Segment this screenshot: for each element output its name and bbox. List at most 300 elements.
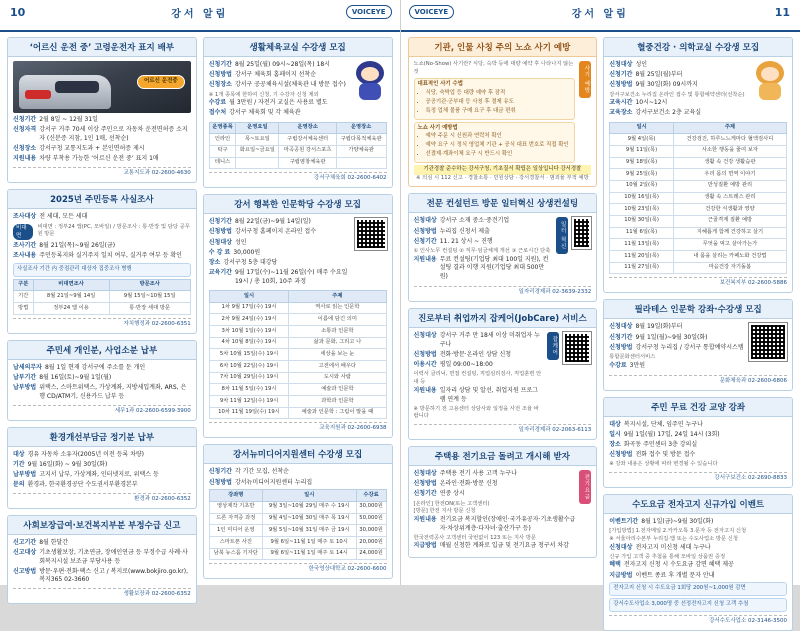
row-label: 납부기간 <box>13 374 36 383</box>
cell: 목~토요일 <box>236 134 279 146</box>
cell: 기간 <box>14 291 34 303</box>
table-row <box>14 303 191 315</box>
cell: 9월 4일(목) <box>610 134 674 146</box>
table-row <box>610 251 787 263</box>
section-contact: 교통지도과 02-2600-4630 <box>13 167 191 178</box>
col-header: 강좌명 <box>209 490 262 502</box>
table-row <box>209 396 386 408</box>
section-workplace-consulting <box>408 193 598 302</box>
table-row <box>610 180 787 192</box>
row-value: 방문·우편·전화·팩스 신고 / 복지로(www.bokjiro.go.kr), 복지365 02-3660 <box>39 568 191 585</box>
row-label: 신청방법 <box>609 451 632 460</box>
cell: 11월 20일(목) <box>610 251 674 263</box>
table-row <box>209 513 386 525</box>
section-environment-fee <box>7 427 197 509</box>
row-label: 지원내용 <box>414 516 437 533</box>
section-title: 주택용 전기요금 돌려고 개시해 받자 <box>409 447 597 466</box>
cell: 9월 6일~11월 1일 매주 토 10시 <box>262 537 356 549</box>
cell: 1차 9월 17일(수) 19시 <box>209 302 289 314</box>
row-value: 성인 <box>635 61 749 70</box>
cell: 통·반장 세대 방문 <box>109 303 190 315</box>
row-value: 10시~12시 <box>635 99 749 108</box>
cell: 예술과 인문학 <box>289 384 386 396</box>
mascot-character-icon <box>753 61 787 101</box>
section-title: 생활체육교실 수강생 모집 <box>204 38 392 57</box>
list-item: • 공공기관·군부대 등 사칭 후 결제 유도 <box>426 99 572 107</box>
section-free-health-lecture <box>603 397 793 488</box>
cell: 예술과 인문학 : 그림이 말을 때 <box>289 407 386 419</box>
note-text: ① 인사노무 컨설팅 ② 직무·임금체계 개선 ③ 근로시간 단축 <box>414 248 552 256</box>
cell: 근골격계 질환 예방 <box>673 215 786 227</box>
qr-code-icon[interactable] <box>563 332 591 364</box>
row-value: 일자리 상담 및 알선, 취업지원 프로그램 연계 등 <box>440 387 544 404</box>
section-newmedia-center <box>203 444 393 579</box>
section-side-tag: 잡케어 <box>547 332 559 360</box>
table-row <box>610 227 787 239</box>
section-contact: 강서구보건소 02-2690-8833 <box>609 472 787 483</box>
row-value: 강서구 소재 중소·중견기업 <box>440 217 552 226</box>
table-row <box>610 215 787 227</box>
fraud-prevention-block <box>414 122 576 163</box>
cell: 인라인 <box>209 134 236 146</box>
section-contact: 강서수도사업소 02-3146-3500 <box>609 615 787 626</box>
row-value: 무료 컨설팅(기업당 최대 100일 지원), 컨설팅 결과 이행 지원(기업당 최대 500만원) <box>440 256 552 282</box>
block-heading: 노쇼 사기 예방법 <box>418 125 458 131</box>
row-value: 9월 16일(화) ~ 9월 30일(화) <box>28 461 191 470</box>
col-header: 비대면조사 <box>33 279 109 291</box>
section-title: 필라테스 인문학 강좌·수강생 모집 <box>604 300 792 319</box>
cell: 세상을 보는 눈 <box>289 349 386 361</box>
cell: 무엇을 먹고 살아가는가 <box>673 239 786 251</box>
row-label: 신청기간 <box>609 71 632 80</box>
row-label: 납부방법 <box>13 384 36 401</box>
row-value: 8월 1일(금)~9월 30일(화) <box>641 518 787 527</box>
table-row <box>610 145 787 157</box>
table-row <box>610 192 787 204</box>
cell: 30,000원 <box>356 525 386 537</box>
row-label: 신고방법 <box>13 568 36 585</box>
cell: 건강한 식생활과 영양 <box>673 204 786 216</box>
row-value: 강서구 체육회 홈페이지 선착순 <box>235 71 349 80</box>
row-label: 신청방법 <box>209 479 232 488</box>
row-label: 신청대상 <box>414 470 437 479</box>
section-title: 강서 행복한 인문학당 수강생 모집 <box>204 195 392 214</box>
section-contact: 한국영상대학교 02-2600-6600 <box>209 563 387 574</box>
row-value: 강서구청 교통지도과 + 본인면허증 제시 <box>39 145 191 154</box>
table-row <box>209 145 386 157</box>
table-row <box>209 326 386 338</box>
survey-table <box>13 279 191 315</box>
row-value: 강서구청 5층 대강당 <box>223 259 350 268</box>
row-value: 차량 부착용 가능한 ‘어르신 운전 중’ 표지 1매 <box>39 155 191 164</box>
list-item: • 예약 주문 시 신원과 연락처 확인 <box>426 133 572 141</box>
table-row <box>209 548 386 560</box>
row-value: 전기요금 복지할인(장애인·국가유공자·기초생활수급자·차상위계층·다자녀·출산가구 등) <box>440 516 576 533</box>
row-value: 누리집 신청서 제출 <box>440 228 552 237</box>
cell: 고전에서 배우다 <box>289 361 386 373</box>
row-label: 신청대상 <box>414 332 437 349</box>
row-value: 3만원 <box>630 362 745 371</box>
col-header: 주제 <box>289 291 386 303</box>
note-text: ※ 방문하기 전 고용센터 상담사와 일정을 사전 조율 바랍니다 <box>414 406 544 421</box>
row-label: 신청대상 <box>414 217 437 226</box>
section-contact: 일자리경제과 02-3639-2332 <box>414 286 592 297</box>
row-label: 조사기간 <box>13 242 36 251</box>
row-value: 전화·방문·온라인 상담 신청 <box>440 351 544 360</box>
cell: 11월 27일(목) <box>610 262 674 274</box>
row-label: 수강료 <box>609 362 626 371</box>
row-value: 강서구 거주 만 18세 이상 미취업자 누구나 <box>440 332 544 349</box>
cell: 9월 11일(목) <box>610 145 674 157</box>
row-value: 강서구청 누리집 / 강서구 통합예약시스템 <box>635 344 745 353</box>
cell: 6차 10월 22일(수) 19시 <box>209 361 289 373</box>
row-value: 2월 8일 ~ 12월 31일 <box>39 116 191 125</box>
cell: 1인 미디어 운영 <box>209 525 262 537</box>
row-label: 교육기간 <box>209 269 232 286</box>
humanities-schedule-table <box>209 290 387 419</box>
qr-code-icon[interactable] <box>355 218 387 250</box>
qr-code-icon[interactable] <box>572 217 592 249</box>
table-row <box>610 204 787 216</box>
row-value: 강서뉴미디어지원센터 누리집 <box>235 479 387 488</box>
row-value: 전화 접수 및 방문 접수 <box>635 451 787 460</box>
row-label: 납부방법 <box>13 471 36 480</box>
voiceye-code-left: VOICEYE <box>346 5 392 19</box>
cell: 과학과 인문학 <box>289 396 386 408</box>
cell: 지혜롭게 함께 건강하고 살기 <box>673 227 786 239</box>
cell: 구립다목적체육관 <box>336 134 386 146</box>
note-text: [온라인] 한전ON(또는 고객센터) <box>414 501 576 509</box>
section-title: 진로부터 취업까지 잡케어(JobCare) 서비스 <box>409 309 597 328</box>
row-label: 신청대상 <box>609 544 632 553</box>
row-label: 납세의무자 <box>13 364 42 373</box>
left-column-1 <box>7 37 197 580</box>
row-value: 9월 17일(수)~11월 26일(수) 매주 수요일 19시 / 총 10회, 10주 과정 <box>235 269 351 286</box>
section-elderly-driver <box>7 37 197 183</box>
row-value: 주민등록지와 실거주지 일치 여부, 실거주 여부 등 확인 <box>39 252 191 261</box>
row-label: 신청방법 <box>414 480 437 489</box>
row-value: 주택용 전기 사용 고객 누구나 <box>440 470 576 479</box>
row-label: 신청기간 <box>414 238 437 247</box>
col-header: 주제 <box>673 122 786 134</box>
cell: 9월 15일~10월 15일 <box>109 291 190 303</box>
row-value: 8월 21일(목)~9월 26일(금) <box>39 242 191 251</box>
section-sports-class <box>203 37 393 188</box>
section-welfare-report <box>7 515 197 604</box>
row-label: 교육장소 <box>609 109 632 118</box>
cell: 마음건강 자기돌봄 <box>673 262 786 274</box>
cell: 구립강서체육센터 <box>279 134 336 146</box>
cell: 생활 속 건강 생활습관 <box>673 157 786 169</box>
table-row <box>209 157 386 169</box>
row-label: 신청기간 <box>13 116 36 125</box>
cell: 2차 9월 24일(수) 19시 <box>209 314 289 326</box>
row-label: 신청장소 <box>13 145 36 154</box>
row-label: 장소 <box>209 259 221 268</box>
section-resident-tax <box>7 340 197 421</box>
table-row <box>209 337 386 349</box>
row-value: 화곡동 주민센터 3층 강의실 <box>624 441 787 450</box>
section-electricity-discount <box>408 446 598 558</box>
voiceye-code-right: VOICEYE <box>409 5 455 19</box>
left-header-title: 강서 알림 <box>0 5 400 20</box>
note-text: 신규 가입 고객 중 추첨을 통해 모바일 상품권 증정 <box>609 554 787 562</box>
row-value: 비대면 : 정부24 앱(PC, 모바일) / 방문조사 : 통·반장 및 담당 공무원 방문 <box>37 224 190 239</box>
section-title: 수도요금 전자고지 신규가입 이벤트 <box>604 495 792 514</box>
row-value: 전 세대, 모든 세대 <box>39 213 191 222</box>
row-label: 혜택 <box>609 561 621 570</box>
section-title: 주민세 개인분, 사업소분 납부 <box>8 341 196 360</box>
row-value: 경유 자동차 소유자(2005년 이전 등록 차량) <box>28 451 191 460</box>
intro-text: 노쇼(No-Show) 사기란? 식당, 숙박 등에 대량 예약 후 나타나지 않는 것 <box>414 61 576 76</box>
cell <box>336 157 386 169</box>
list-item: • 특정 업체 물품 구매 요구 후 대금 편취 <box>426 108 572 116</box>
row-value: 강서구 거주 70세 이상 주민으로 자동차 운전면허증 소지자 (신분증 지참, 1인 1매, 선착순) <box>39 126 191 143</box>
row-label: 대상 <box>609 421 621 430</box>
row-value: 8월 16일(토)~9월 1일(월) <box>39 374 191 383</box>
cell: 9월 4일~10월 30일 매주 목 19시 <box>262 513 356 525</box>
cell: 구립염창체육관 <box>279 157 336 169</box>
cell: 소통과 인문학 <box>289 326 386 338</box>
cell: 10월 23일(목) <box>610 204 674 216</box>
cell: 10월 2일(목) <box>610 180 674 192</box>
row-label: 이용시간 <box>414 361 437 370</box>
col-header: 일시 <box>262 490 356 502</box>
row-label: 신청방법 <box>609 81 632 90</box>
row-label: 대상 <box>13 451 25 460</box>
col-header: 수강료 <box>356 490 386 502</box>
row-value: 이벤트 종료 후 개별 문자 안내 <box>635 572 787 581</box>
row-value: 기초생활보장, 기초연금, 장애인연금 등 부정수급 사례·사회복지시설 보조금 부당사용 등 <box>39 549 191 566</box>
table-row <box>209 372 386 384</box>
row-label: 조사대상 <box>13 213 36 222</box>
cell: 8차 11월 5일(수) 19시 <box>209 384 289 396</box>
cell: 20,000원 <box>356 537 386 549</box>
section-title: 2025년 주민등록 사실조사 <box>8 190 196 209</box>
table-row <box>209 134 386 146</box>
cell: 삶과 문화, 그리고 나 <box>289 337 386 349</box>
cell: 11월 13일(목) <box>610 239 674 251</box>
section-jobcare <box>408 308 598 440</box>
row-label: 신청대상 <box>609 61 632 70</box>
row-value: 강서구보건소 2층 교육실 <box>635 109 749 118</box>
row-value: 8월 한달간 <box>39 539 191 548</box>
mascot-character-icon <box>353 61 387 101</box>
note-text: 이력서 클리닉, 면접 컨설팅, 직업심리검사, 직업훈련 안내 등 <box>414 371 544 386</box>
cell: 테니스 <box>209 157 236 169</box>
cell: 50,000원 <box>356 513 386 525</box>
section-resident-survey <box>7 189 197 334</box>
event-note-2: 강서수도사업소 3,000명 중 선정전자고지 신청 고객 추첨 <box>609 598 787 612</box>
note-text: 한국전력공사 고객센터 국번없이 123 또는 지사 방문 <box>414 535 576 543</box>
table-row <box>209 349 386 361</box>
table-row <box>610 169 787 181</box>
col-header: 구분 <box>14 279 34 291</box>
right-page <box>401 0 800 585</box>
table-row <box>209 302 386 314</box>
cell <box>236 157 279 169</box>
table-row <box>209 384 386 396</box>
newmedia-courses-table <box>209 489 387 560</box>
cell: 건강검진, 하루느느게마다 혈액검사디 <box>673 134 786 146</box>
cell: 이름에 담긴 의미 <box>289 314 386 326</box>
note-text: ※ 강좌 내용은 상황에 따라 변경될 수 있습니다 <box>609 461 787 469</box>
table-row <box>209 361 386 373</box>
event-note-1: 전자고지 신청 시 수도요금 1회당 200원~1,000원 감면 <box>609 582 787 596</box>
row-value: 매월 신청한 계좌로 입금 및 전기요금 청구서 차감 <box>440 542 576 551</box>
cell: 우리 몸의 면역 이야기 <box>673 169 786 181</box>
row-value: 평일 09:00~18:00 <box>440 361 544 370</box>
row-value: 8월 1일 현재 강서구에 주소를 둔 개인 <box>45 364 191 373</box>
row-label: 신청장소 <box>209 81 232 90</box>
cell: 정부24 앱 이용 <box>33 303 109 315</box>
row-value: 8월 19일(화)부터 <box>635 323 745 332</box>
cell: 9월 5일~10월 31일 매주 금 19시 <box>262 525 356 537</box>
qr-code-icon[interactable] <box>749 323 787 361</box>
section-title: 사회보장급여·보건복지부분 부정수급 신고 <box>8 516 196 535</box>
section-contact: 환경과 02-2600-6352 <box>13 493 191 504</box>
row-label: 신청기간 <box>609 334 632 343</box>
section-pilates-humanities <box>603 299 793 390</box>
elderly-driver-photo <box>13 61 191 113</box>
row-value: 8월 25일(월) 09시~28일(목) 18시 <box>235 61 349 70</box>
row-label: 신청방법 <box>609 344 632 353</box>
left-column-2 <box>203 37 393 580</box>
note-text: ※ 서울아리수본부 누리집·앱 또는 수도사업소 방문 신청 <box>609 536 787 544</box>
driver-badge-label: 어르신 운전중 <box>137 75 185 89</box>
row-value: 온라인·전화·방문 신청 <box>440 480 576 489</box>
table-row <box>209 407 386 419</box>
row-value: 각 기간 모집, 선착순 <box>235 468 387 477</box>
row-label: 이벤트기간 <box>609 518 638 527</box>
row-value: 위택스, 스마트위택스, 가상계좌, 지방세입계좌, ARS, 은행 CD/ATM기, 신용카드 납부 등 <box>39 384 191 401</box>
row-label: 신고대상 <box>13 549 36 566</box>
section-health-class <box>603 37 793 293</box>
row-label: 기간 <box>13 461 25 470</box>
section-contact: 자치행정과 02-2600-6351 <box>13 318 191 329</box>
col-header: 운영장소 <box>336 122 386 134</box>
cell: 3차 10월 1일(수) 19시 <box>209 326 289 338</box>
table-row <box>209 537 386 549</box>
highlight-banner: 기관경찰 준수하는 강서구청, 기초질서 확립은 일상입니다 강서경찰 <box>414 165 592 175</box>
cell: 9차 11월 12일(수) 19시 <box>209 396 289 408</box>
cell: 9월 18일(목) <box>610 157 674 169</box>
row-label: 접수처 <box>209 109 226 118</box>
row-label: 지원내용 <box>414 256 437 282</box>
row-label: 신청기간 <box>414 490 437 499</box>
section-title: ‘어르신 운전 중’ 고령운전자 표지 배부 <box>8 38 196 57</box>
section-contact: 생활보장과 02-2600-6352 <box>13 588 191 599</box>
table-row <box>610 157 787 169</box>
row-label: 교육시간 <box>609 99 632 108</box>
col-header: 운영종목 <box>209 122 236 134</box>
row-value: 강서구 체육회 및 각 체육관 <box>229 109 348 118</box>
cell: 도시와 사람 <box>289 372 386 384</box>
row-label: 신청기간 <box>209 468 232 477</box>
sports-table <box>209 122 387 170</box>
row-label: 신고기간 <box>13 539 36 548</box>
note-text: [가입방법] 1.전자메일 2.카카오톡 3.문자 등 전자고지 신청 <box>609 528 787 536</box>
row-value: 복지시설, 단체, 임주민 누구나 <box>624 421 787 430</box>
row-label: 수 강 료 <box>209 249 231 258</box>
row-value: 강서구청 홈페이지 온라인 접수 <box>235 228 351 237</box>
section-side-tag: 일터 혁신 <box>556 217 568 254</box>
section-contact: 문화체육과 02-2600-6806 <box>609 375 787 386</box>
note-text: [방문] 한전 지사 방문 신청 <box>414 508 576 516</box>
cell: 역사로 읽는 인문학 <box>289 302 386 314</box>
row-value: 8월 22일(금)~9월 14일(일) <box>235 218 351 227</box>
cell: 방법 <box>14 303 34 315</box>
cell: 생활 속 스트레스 관리 <box>673 192 786 204</box>
row-label: 신청기간 <box>209 218 232 227</box>
row-value: 강서구 공공체육시설(체육관 내 방문 접수) <box>235 81 349 90</box>
sub-note: ※ 의심 시 112 신고 · 경찰소통 · 민원상담 · 강서경찰서 · 범죄율 부적 예방 <box>414 175 592 183</box>
section-humanities-school <box>203 194 393 438</box>
row-label: 신청기간 <box>209 61 232 70</box>
row-label: 신청방법 <box>209 228 232 237</box>
row-label: 조사내용 <box>13 252 36 261</box>
section-water-ebill-event <box>603 494 793 631</box>
cell: 영상제작 기초반 <box>209 501 262 513</box>
table-row <box>209 314 386 326</box>
row-label: 수강료 <box>209 99 226 108</box>
row-value: 9월 30일(화) 09시까지 <box>635 81 749 90</box>
note-text: 강서구보건소 누리집 온라인 접수 및 통합예약센터(선착순) <box>609 92 749 100</box>
table-row <box>610 239 787 251</box>
cell: 마곡공원 강서스포츠 <box>279 145 336 157</box>
cell: 10월 30일(목) <box>610 215 674 227</box>
row-label: 신청방법 <box>414 228 437 237</box>
cell: 10월 16일(목) <box>610 192 674 204</box>
row-label: 문의 <box>13 481 25 490</box>
col-header: 운영장소 <box>279 122 336 134</box>
block-heading: 대표적인 사기 수법 <box>418 81 463 87</box>
row-label: 신청방법 <box>209 71 232 80</box>
row-label: 장소 <box>609 441 621 450</box>
row-label: 지급방법 <box>414 542 437 551</box>
cell: 스마트폰 사진 <box>209 537 262 549</box>
section-contact: 세무1과 02-2600-6599·3900 <box>13 405 191 416</box>
cell: 5차 10월 15일(수) 19시 <box>209 349 289 361</box>
section-title: 전문 컨설턴트 방문 일터혁신 상생컨설팅 <box>409 194 597 213</box>
cell: 남북 뉴스룸 기자단 <box>209 548 262 560</box>
section-contact: 보건복지부 02-2600-5886 <box>609 277 787 288</box>
section-noshow-fraud <box>408 37 598 187</box>
section-title: 기관, 인물 사칭 주의 노쇼 사기 예방 <box>409 38 597 57</box>
note-text: ※ 1개 종목에 한하여 신청, 기 수강자 신청 제외 <box>209 92 349 100</box>
col-header: 일시 <box>610 122 674 134</box>
list-item: • 선결제·계좌이체 요구 시 반드시 확인 <box>426 151 572 159</box>
row-value: 환경과, 한국환경공단 수도권서부환경본부 <box>28 481 191 490</box>
note-text: 통합문화센터서비스 <box>609 354 745 362</box>
list-item: • 식당, 숙박업 등 대량 예약 후 잠적 <box>426 90 572 98</box>
left-page-header <box>0 0 400 32</box>
survey-note: 사실조사 기간 內 중점관리 대상자 집중조사 병행 <box>13 263 191 277</box>
section-title: 강서뉴미디어지원센터 수강생 모집 <box>204 445 392 464</box>
row-value: 성인 <box>235 239 351 248</box>
cell: 11월 6일(목) <box>610 227 674 239</box>
cell: 사소한 행동을 줄여 보자 <box>673 145 786 157</box>
health-schedule-table <box>609 122 787 275</box>
row-value: 9월 1일(월) 17일, 24일 14시 (3회) <box>624 431 787 440</box>
cell: 24,000원 <box>356 548 386 560</box>
cell: 9월 3일~10월 29일 매주 수 19시 <box>262 501 356 513</box>
row-value: 전자고지 미신청 세대 누구나 <box>635 544 787 553</box>
cell: 탁구 <box>209 145 236 157</box>
left-page <box>0 0 401 585</box>
fraud-methods-block <box>414 78 576 119</box>
cell: 30,000원 <box>356 501 386 513</box>
